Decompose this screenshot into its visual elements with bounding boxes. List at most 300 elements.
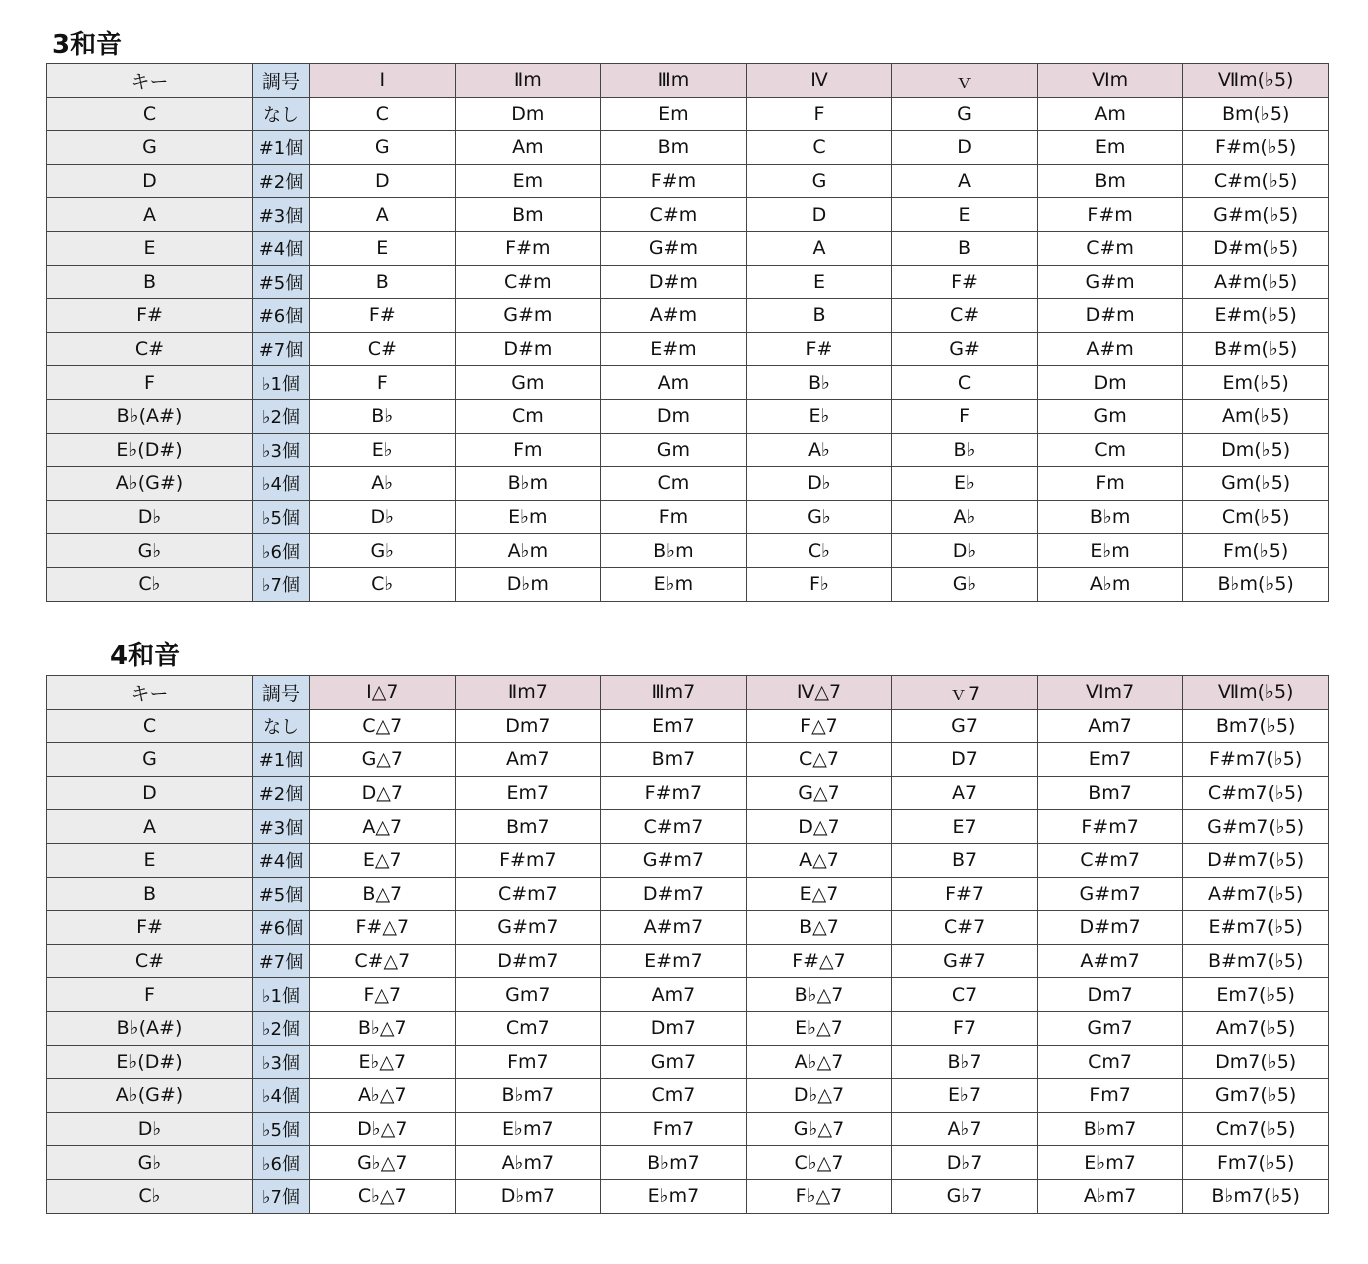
chord-cell: Fm7 (455, 1045, 601, 1079)
chord-cell: Cm (455, 399, 601, 433)
chord-cell: E△7 (310, 843, 456, 877)
key-cell: C (47, 709, 253, 743)
chord-cell: C#m7(♭5) (1183, 776, 1329, 810)
signature-cell: #6個 (253, 911, 310, 945)
header-degree: Ⅱm7 (455, 676, 601, 710)
chord-cell: Dm7 (1037, 978, 1183, 1012)
chord-cell: B♭m (455, 467, 601, 501)
chord-cell: F (746, 97, 892, 131)
chord-cell: F#m(♭5) (1183, 131, 1329, 165)
chord-cell: Gm7 (1037, 1011, 1183, 1045)
chord-cell: Fm7 (601, 1112, 747, 1146)
key-cell: E♭(D#) (47, 1045, 253, 1079)
chord-cell: E#m7 (601, 944, 747, 978)
chord-cell: D#m7 (601, 877, 747, 911)
table-row (47, 1079, 1329, 1113)
chord-cell: Fm (601, 500, 747, 534)
chord-cell: Fm7 (1037, 1079, 1183, 1113)
chord-cell: G (746, 164, 892, 198)
chord-cell: Bm (601, 131, 747, 165)
chord-cell: A#m7 (1037, 944, 1183, 978)
table-row (47, 164, 1329, 198)
chord-cell: F#m7 (1037, 810, 1183, 844)
chord-cell: F# (892, 265, 1038, 299)
table-row (47, 1045, 1329, 1079)
chord-cell: E♭ (310, 433, 456, 467)
header-degree: Ⅰ△7 (310, 676, 456, 710)
key-cell: F# (47, 911, 253, 945)
key-cell: D♭ (47, 500, 253, 534)
table-row (47, 1179, 1329, 1213)
chord-cell: A#m (1037, 332, 1183, 366)
table-row (47, 500, 1329, 534)
chord-cell: Dm (1037, 366, 1183, 400)
chord-cell: Gm (455, 366, 601, 400)
chord-cell: D♭m7 (455, 1179, 601, 1213)
table-row (47, 743, 1329, 777)
chord-cell: Fm (455, 433, 601, 467)
chord-cell: Bm7 (601, 743, 747, 777)
chord-cell: B♭m7 (455, 1079, 601, 1113)
chord-cell: B#m7(♭5) (1183, 944, 1329, 978)
header-degree: Ⅵm7 (1037, 676, 1183, 710)
chord-cell: B♭ (746, 366, 892, 400)
chord-cell: Fm7(♭5) (1183, 1146, 1329, 1180)
chord-cell: Gm (1037, 399, 1183, 433)
chord-cell: D#m7 (1037, 911, 1183, 945)
table-row (47, 433, 1329, 467)
signature-cell: ♭5個 (253, 1112, 310, 1146)
chord-cell: E♭m (1037, 534, 1183, 568)
chord-cell: Am (601, 366, 747, 400)
chord-cell: Bm (455, 198, 601, 232)
key-cell: D (47, 164, 253, 198)
chord-cell: Dm(♭5) (1183, 433, 1329, 467)
key-cell: F (47, 978, 253, 1012)
chord-cell: A♭ (746, 433, 892, 467)
chord-cell: Dm7 (455, 709, 601, 743)
signature-cell: #7個 (253, 944, 310, 978)
chord-cell: Gm7 (455, 978, 601, 1012)
chord-cell: A (746, 231, 892, 265)
chord-cell: A♭m7 (1037, 1179, 1183, 1213)
chord-cell: E♭m7 (455, 1112, 601, 1146)
header-degree: ｖ7 (892, 676, 1038, 710)
chord-cell: E (892, 198, 1038, 232)
chord-cell: E (310, 231, 456, 265)
chord-cell: Em (601, 97, 747, 131)
chord-cell: Am7 (455, 743, 601, 777)
chord-cell: Bm7 (1037, 776, 1183, 810)
chord-cell: E#m (601, 332, 747, 366)
chord-cell: F#m7 (601, 776, 747, 810)
chord-cell: G♭△7 (746, 1112, 892, 1146)
table-row (47, 843, 1329, 877)
signature-cell: #1個 (253, 743, 310, 777)
chord-cell: C#m (601, 198, 747, 232)
chord-cell: C7 (892, 978, 1038, 1012)
chord-cell: Gm(♭5) (1183, 467, 1329, 501)
chord-cell: F (310, 366, 456, 400)
chord-cell: E (746, 265, 892, 299)
chord-cell: D#m7(♭5) (1183, 843, 1329, 877)
chord-cell: F♭ (746, 567, 892, 601)
chord-cell: Bm7 (455, 810, 601, 844)
chord-cell: D♭△7 (746, 1079, 892, 1113)
key-cell: E (47, 843, 253, 877)
chord-cell: Dm7(♭5) (1183, 1045, 1329, 1079)
key-cell: C♭ (47, 1179, 253, 1213)
table-row (47, 534, 1329, 568)
chord-cell: Cm7 (1037, 1045, 1183, 1079)
chord-cell: C#7 (892, 911, 1038, 945)
chord-cell: Cm (601, 467, 747, 501)
chord-cell: Dm7 (601, 1011, 747, 1045)
chord-cell: Cm7 (455, 1011, 601, 1045)
sevenths-table (46, 675, 1329, 1214)
key-cell: B (47, 265, 253, 299)
chord-cell: Cm(♭5) (1183, 500, 1329, 534)
key-cell: A (47, 198, 253, 232)
chord-cell: Am(♭5) (1183, 399, 1329, 433)
signature-cell: ♭3個 (253, 1045, 310, 1079)
header-degree: Ⅶm(♭5) (1183, 676, 1329, 710)
chord-cell: B (310, 265, 456, 299)
chord-cell: G♭ (746, 500, 892, 534)
chord-cell: A (310, 198, 456, 232)
chord-cell: Am7(♭5) (1183, 1011, 1329, 1045)
chord-cell: Cm7(♭5) (1183, 1112, 1329, 1146)
header-key: キー (47, 676, 253, 710)
chord-cell: C# (310, 332, 456, 366)
chord-cell: C#m (455, 265, 601, 299)
signature-cell: なし (253, 709, 310, 743)
table-row (47, 366, 1329, 400)
chord-cell: C♭ (310, 567, 456, 601)
chord-cell: C△7 (746, 743, 892, 777)
chord-cell: C#m(♭5) (1183, 164, 1329, 198)
chord-cell: B#m(♭5) (1183, 332, 1329, 366)
chord-cell: G (892, 97, 1038, 131)
header-row (47, 64, 1329, 98)
chord-cell: B♭m (1037, 500, 1183, 534)
chord-cell: D7 (892, 743, 1038, 777)
chord-cell: E♭ (892, 467, 1038, 501)
table-row (47, 332, 1329, 366)
chord-cell: B△7 (310, 877, 456, 911)
chord-cell: Em7 (455, 776, 601, 810)
signature-cell: #3個 (253, 810, 310, 844)
chord-cell: C (310, 97, 456, 131)
chord-cell: Gm7(♭5) (1183, 1079, 1329, 1113)
key-cell: A♭(G#) (47, 1079, 253, 1113)
chord-cell: G#m7(♭5) (1183, 810, 1329, 844)
chord-cell: D♭7 (892, 1146, 1038, 1180)
chord-cell: Fm (1037, 467, 1183, 501)
chord-cell: D♭ (746, 467, 892, 501)
chord-cell: D (746, 198, 892, 232)
header-degree: Ⅱm (455, 64, 601, 98)
table-row (47, 231, 1329, 265)
chord-cell: C#m7 (455, 877, 601, 911)
chord-cell: E♭m (601, 567, 747, 601)
header-signature: 調号 (253, 676, 310, 710)
table-row (47, 1146, 1329, 1180)
chord-cell: F#m (1037, 198, 1183, 232)
chord-cell: E♭m (455, 500, 601, 534)
chord-cell: E♭m7 (601, 1179, 747, 1213)
chord-cell: E♭△7 (746, 1011, 892, 1045)
signature-cell: ♭7個 (253, 567, 310, 601)
chord-cell: F#m7 (455, 843, 601, 877)
chord-cell: E7 (892, 810, 1038, 844)
chord-cell: G#m (455, 299, 601, 333)
chord-cell: Am7 (601, 978, 747, 1012)
header-degree: Ⅵm (1037, 64, 1183, 98)
signature-cell: #5個 (253, 877, 310, 911)
chord-cell: C♭△7 (310, 1179, 456, 1213)
chord-cell: D#m(♭5) (1183, 231, 1329, 265)
chord-cell: A♭△7 (310, 1079, 456, 1113)
table-row (47, 198, 1329, 232)
chord-cell: D△7 (746, 810, 892, 844)
chord-cell: B♭m7(♭5) (1183, 1179, 1329, 1213)
chord-cell: F#m7(♭5) (1183, 743, 1329, 777)
chord-cell: B♭m7 (1037, 1112, 1183, 1146)
chord-cell: C (746, 131, 892, 165)
chord-cell: C♭△7 (746, 1146, 892, 1180)
key-cell: C# (47, 944, 253, 978)
header-signature: 調号 (253, 64, 310, 98)
signature-cell: ♭4個 (253, 1079, 310, 1113)
table-row (47, 877, 1329, 911)
chord-cell: E♭7 (892, 1079, 1038, 1113)
chord-cell: D#m (455, 332, 601, 366)
chord-cell: B♭7 (892, 1045, 1038, 1079)
chord-cell: C♭ (746, 534, 892, 568)
chord-cell: F#m (601, 164, 747, 198)
key-cell: D (47, 776, 253, 810)
key-cell: G♭ (47, 534, 253, 568)
chord-cell: C△7 (310, 709, 456, 743)
chord-cell: B (746, 299, 892, 333)
chord-cell: D (892, 131, 1038, 165)
signature-cell: なし (253, 97, 310, 131)
signature-cell: ♭6個 (253, 534, 310, 568)
chord-cell: Cm7 (601, 1079, 747, 1113)
chord-cell: F△7 (310, 978, 456, 1012)
chord-cell: D♭ (310, 500, 456, 534)
chord-cell: Em7 (1037, 743, 1183, 777)
chord-cell: D#m (1037, 299, 1183, 333)
chord-cell: B♭m7 (601, 1146, 747, 1180)
table-row (47, 911, 1329, 945)
chord-cell: D#m7 (455, 944, 601, 978)
chord-cell: G#m7 (1037, 877, 1183, 911)
table-row (47, 467, 1329, 501)
chord-cell: Am (1037, 97, 1183, 131)
sevenths-title: 4和音 (110, 641, 181, 671)
key-cell: G (47, 131, 253, 165)
chord-cell: C#m (1037, 231, 1183, 265)
chord-cell: D♭ (892, 534, 1038, 568)
signature-cell: #1個 (253, 131, 310, 165)
chord-cell: A♭7 (892, 1112, 1038, 1146)
chord-cell: B♭ (892, 433, 1038, 467)
chord-cell: Dm (455, 97, 601, 131)
signature-cell: #5個 (253, 265, 310, 299)
header-degree: Ⅲm (601, 64, 747, 98)
chord-cell: Gm (601, 433, 747, 467)
table-row (47, 97, 1329, 131)
chord-cell: Am7 (1037, 709, 1183, 743)
table-row (47, 810, 1329, 844)
table-row (47, 265, 1329, 299)
chord-cell: D♭m (455, 567, 601, 601)
signature-cell: #4個 (253, 843, 310, 877)
chord-cell: E△7 (746, 877, 892, 911)
key-cell: B♭(A#) (47, 1011, 253, 1045)
header-degree: Ⅳ△7 (746, 676, 892, 710)
chord-cell: D#m (601, 265, 747, 299)
chord-cell: E#m7(♭5) (1183, 911, 1329, 945)
header-key: キー (47, 64, 253, 98)
chord-cell: A♭△7 (746, 1045, 892, 1079)
chord-cell: G#m (1037, 265, 1183, 299)
chord-cell: C# (892, 299, 1038, 333)
chord-cell: F#m (455, 231, 601, 265)
chord-cell: Gm7 (601, 1045, 747, 1079)
key-cell: G (47, 743, 253, 777)
chord-cell: A△7 (310, 810, 456, 844)
signature-cell: ♭5個 (253, 500, 310, 534)
signature-cell: ♭6個 (253, 1146, 310, 1180)
chord-cell: A#m7 (601, 911, 747, 945)
chord-cell: Cm (1037, 433, 1183, 467)
chord-cell: F#△7 (310, 911, 456, 945)
chord-cell: Bm7(♭5) (1183, 709, 1329, 743)
key-cell: C# (47, 332, 253, 366)
chord-cell: Em7(♭5) (1183, 978, 1329, 1012)
chord-cell: G (310, 131, 456, 165)
chord-cell: F#△7 (746, 944, 892, 978)
chord-cell: F♭△7 (746, 1179, 892, 1213)
signature-cell: ♭2個 (253, 1011, 310, 1045)
key-cell: E♭(D#) (47, 433, 253, 467)
chord-cell: Em (1037, 131, 1183, 165)
chord-cell: Dm (601, 399, 747, 433)
signature-cell: #2個 (253, 776, 310, 810)
chord-cell: B△7 (746, 911, 892, 945)
chord-cell: A♭ (892, 500, 1038, 534)
chord-cell: G♭7 (892, 1179, 1038, 1213)
chord-cell: A♭ (310, 467, 456, 501)
signature-cell: #4個 (253, 231, 310, 265)
chord-cell: B♭ (310, 399, 456, 433)
table-row (47, 944, 1329, 978)
table-row (47, 567, 1329, 601)
table-row (47, 978, 1329, 1012)
chord-cell: A7 (892, 776, 1038, 810)
header-degree: Ⅰ (310, 64, 456, 98)
chord-cell: F△7 (746, 709, 892, 743)
chord-cell: A (892, 164, 1038, 198)
key-cell: D♭ (47, 1112, 253, 1146)
chord-cell: Bm (1037, 164, 1183, 198)
header-degree: Ⅳ (746, 64, 892, 98)
key-cell: C♭ (47, 567, 253, 601)
chord-cell: B7 (892, 843, 1038, 877)
chord-cell: A#m(♭5) (1183, 265, 1329, 299)
chord-cell: F# (310, 299, 456, 333)
chord-cell: F (892, 399, 1038, 433)
chord-cell: E♭m7 (1037, 1146, 1183, 1180)
chord-cell: E♭ (746, 399, 892, 433)
signature-cell: #7個 (253, 332, 310, 366)
chord-cell: G♭ (892, 567, 1038, 601)
chord-cell: Em(♭5) (1183, 366, 1329, 400)
signature-cell: ♭7個 (253, 1179, 310, 1213)
chord-cell: D△7 (310, 776, 456, 810)
chord-cell: B♭△7 (746, 978, 892, 1012)
key-cell: F# (47, 299, 253, 333)
chord-cell: G#7 (892, 944, 1038, 978)
signature-cell: ♭1個 (253, 366, 310, 400)
chord-cell: Em7 (601, 709, 747, 743)
signature-cell: #2個 (253, 164, 310, 198)
chord-cell: G#m (601, 231, 747, 265)
table-row (47, 1011, 1329, 1045)
header-degree: ｖ (892, 64, 1038, 98)
chord-cell: B (892, 231, 1038, 265)
signature-cell: ♭4個 (253, 467, 310, 501)
signature-cell: ♭2個 (253, 399, 310, 433)
chord-cell: Am (455, 131, 601, 165)
chord-cell: G#m7 (455, 911, 601, 945)
chord-cell: F7 (892, 1011, 1038, 1045)
chord-cell: G♭△7 (310, 1146, 456, 1180)
chord-cell: D (310, 164, 456, 198)
chord-cell: C#△7 (310, 944, 456, 978)
chord-cell: Bm(♭5) (1183, 97, 1329, 131)
chord-cell: A△7 (746, 843, 892, 877)
chord-cell: G7 (892, 709, 1038, 743)
chord-cell: A#m7(♭5) (1183, 877, 1329, 911)
chord-cell: G# (892, 332, 1038, 366)
key-cell: A♭(G#) (47, 467, 253, 501)
chord-cell: G△7 (746, 776, 892, 810)
table-row (47, 1112, 1329, 1146)
key-cell: G♭ (47, 1146, 253, 1180)
chord-cell: E#m(♭5) (1183, 299, 1329, 333)
triads-title: 3和音 (52, 30, 123, 60)
chord-cell: C#m7 (1037, 843, 1183, 877)
chord-cell: F# (746, 332, 892, 366)
chord-cell: A♭m (1037, 567, 1183, 601)
chord-cell: G#m7 (601, 843, 747, 877)
chord-cell: B♭△7 (310, 1011, 456, 1045)
chord-cell: A♭m (455, 534, 601, 568)
header-degree: Ⅶm(♭5) (1183, 64, 1329, 98)
triads-table (46, 63, 1329, 602)
table-row (47, 299, 1329, 333)
key-cell: E (47, 231, 253, 265)
table-row (47, 709, 1329, 743)
table-row (47, 776, 1329, 810)
chord-cell: A♭m7 (455, 1146, 601, 1180)
table-row (47, 131, 1329, 165)
chord-cell: F#7 (892, 877, 1038, 911)
